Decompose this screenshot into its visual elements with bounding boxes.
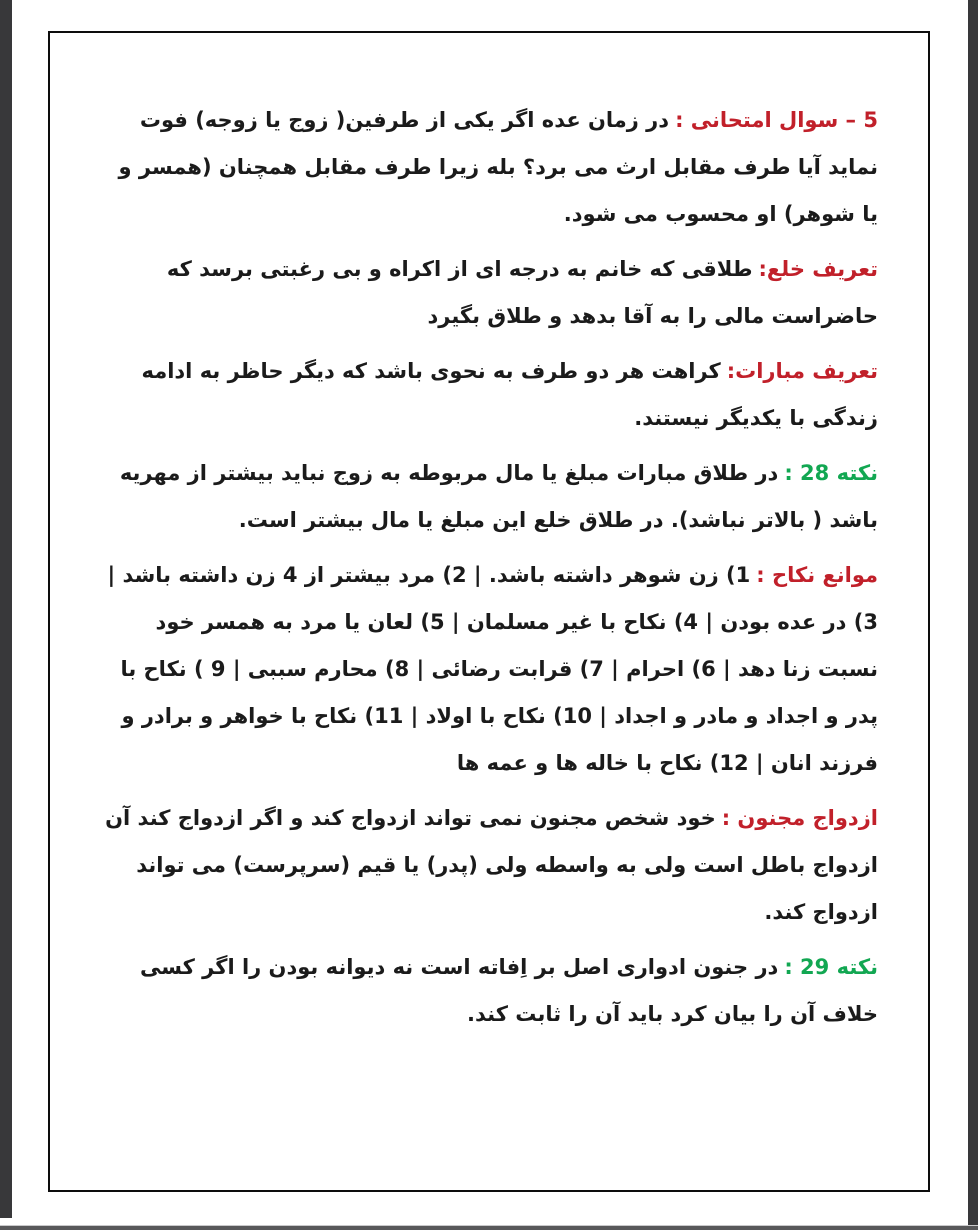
paragraph-label: نکته 29 : <box>784 955 878 979</box>
paragraph-mobarat-definition <box>103 348 878 442</box>
document-page <box>48 31 930 1192</box>
paragraph-text: در طلاق مبارات مبلغ یا مال مربوطه به زوج نباید بیشتر از مهریه باشد ( بالاتر نباشد). در طلاق خلع این مبلغ یا مال بیشتر است. <box>119 461 878 532</box>
left-edge-strip <box>0 0 12 1218</box>
paragraph-label: ازدواج مجنون : <box>721 806 878 830</box>
paragraph-text: در جنون ادواری اصل بر اِفاته است نه دیوانه بودن را اگر کسی خلاف آن را بیان کرد باید آن را ثابت کند. <box>140 955 878 1026</box>
paragraph-text: خود شخص مجنون نمی تواند ازدواج کند و اگر ازدواج کند آن ازدواج باطل است ولی به واسطه ولی (پدر) یا قیم (سرپرست) می تواند ازدواج کند. <box>105 806 878 924</box>
paragraph-label: تعریف مبارات: <box>726 359 878 383</box>
paragraph-marriage-impediments <box>103 552 878 787</box>
paragraph-label: موانع نکاح : <box>756 563 878 587</box>
paragraph-note-28 <box>103 450 878 544</box>
paragraph-text: در زمان عده اگر یکی از طرفین( زوج یا زوجه) فوت نماید آیا طرف مقابل ارث می برد؟ بله زیرا طرف مقابل همچنان (همسر و یا شوهر) او محسوب می شود. <box>118 108 878 226</box>
paragraph-label: نکته 28 : <box>784 461 878 485</box>
paragraph-label: 5 – سوال امتحانی : <box>675 108 878 132</box>
paragraph-exam-question-5 <box>103 97 878 238</box>
paragraph-insane-marriage <box>103 795 878 936</box>
paragraph-khola-definition <box>103 246 878 340</box>
paragraph-note-29 <box>103 944 878 1038</box>
paragraph-text: کراهت هر دو طرف به نحوی باشد که دیگر حاظر به ادامه زندگی با یکدیگر نیستند. <box>141 359 878 430</box>
paragraph-text: طلاقی که خانم به درجه ای از اکراه و بی رغبتی برسد که حاضراست مالی را به آقا بدهد و طلاق بگیرد <box>166 257 878 328</box>
paragraph-label: تعریف خلع: <box>758 257 878 281</box>
paragraph-text: 1) زن شوهر داشته باشد. | 2) مرد بیشتر از 4 زن داشته باشد | 3) در عده بودن | 4) نکاح با غیر مسلمان | 5) لعان یا مرد به همسر خود نسبت زنا دهد | 6) احرام | 7) قرابت رضائی | 8) محارم سببی | 9 ) نکاح با پدر و اجداد و مادر و اجداد | 10) نکاح با اولاد | 11) نکاح با خواهر و برادر و فرزند انان | 12) نکاح با خاله ها و عمه ها <box>107 563 878 775</box>
right-edge-strip <box>968 0 978 1226</box>
document-text-area <box>103 97 878 1046</box>
bottom-edge-strip <box>0 1225 978 1230</box>
